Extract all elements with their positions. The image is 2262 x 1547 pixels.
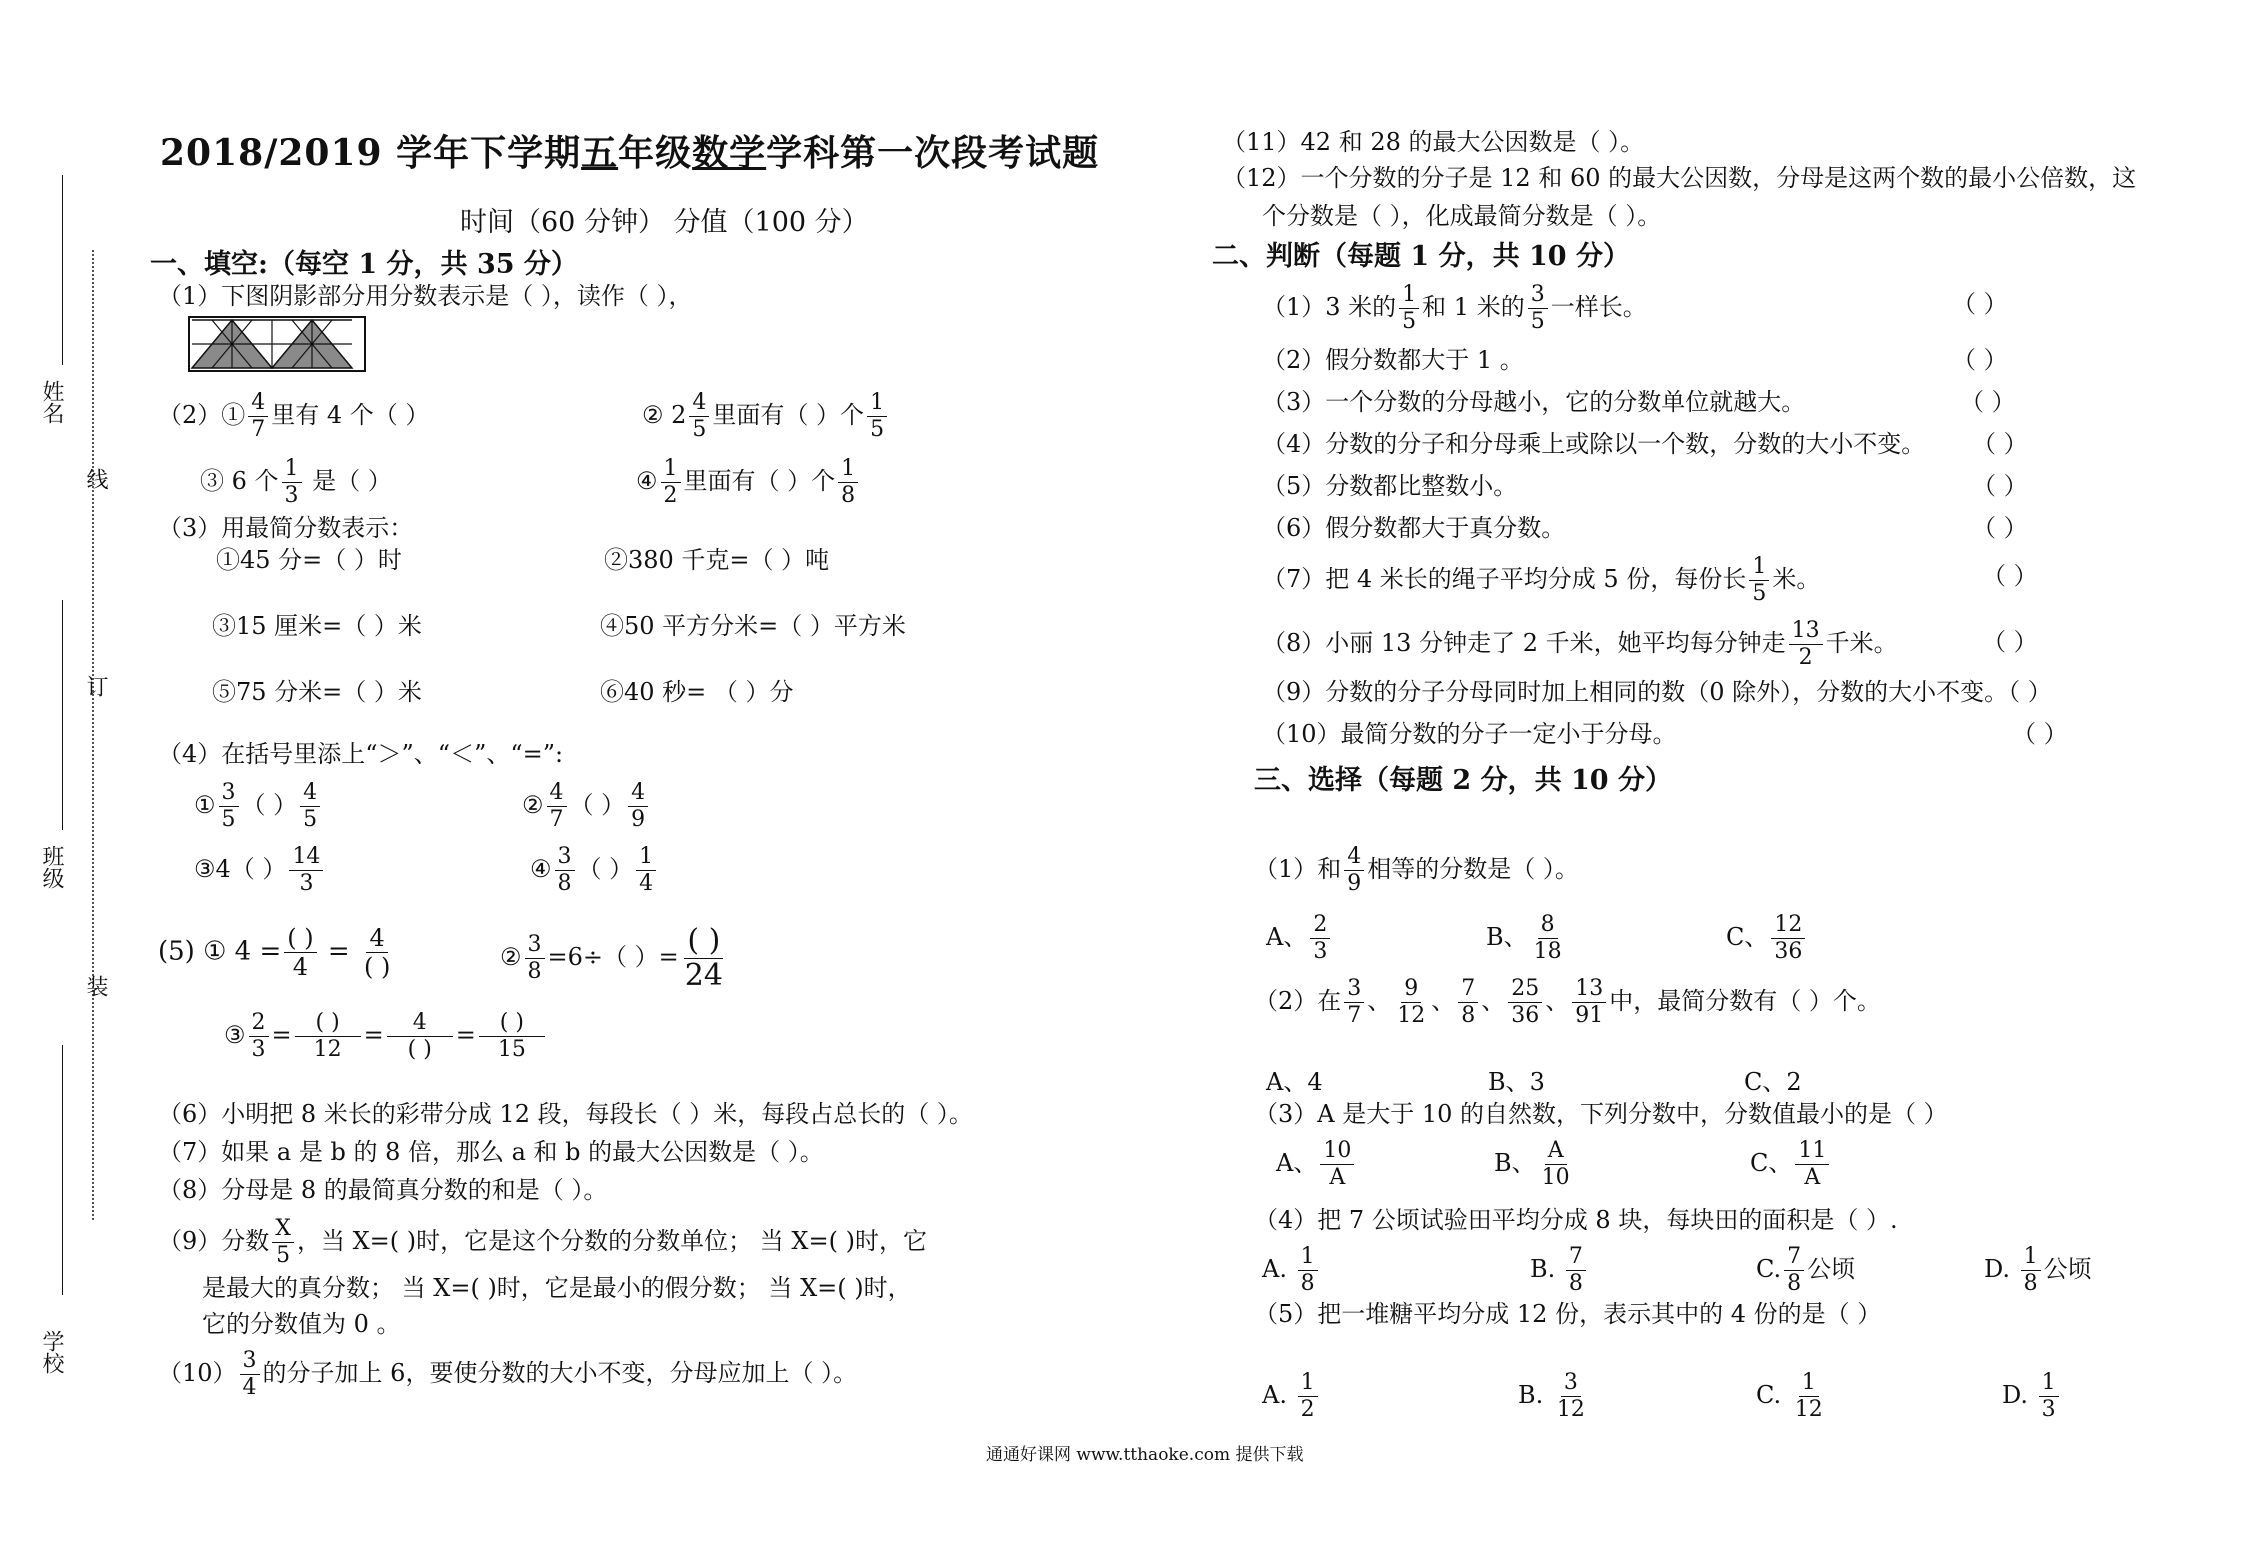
exam-title: 2018/2019 学年下学期五年级数学学科第一次段考试题	[160, 132, 1100, 174]
judge-3: （3）一个分数的分母越小，它的分数单位就越大。	[1262, 388, 1806, 416]
choice-2: （2）在 $\frac{3}{7}$ 、 $\frac{9}{12}$ 、 $\frac{7}{8}$ 、 $\frac{25}{36}$ 、 $\frac{13}{91}$ 中，最简分数有（ ）个。	[1254, 976, 1881, 1028]
footer-source: 通通好课网 www.tthaoke.com 提供下载	[986, 1445, 1304, 1465]
choice-1-a[interactable]: A、 $\frac{2}{3}$	[1266, 914, 1333, 963]
judge-1-bracket[interactable]: （ ）	[1952, 290, 2008, 318]
q2-a: （2）① $\frac{4}{7}$ 里有 4 个（ ）	[158, 390, 430, 442]
margin-line-label: 线	[83, 468, 108, 490]
margin-name-label: 姓名	[39, 380, 64, 424]
judge-2-bracket[interactable]: （ ）	[1952, 346, 2008, 374]
choice-3-a[interactable]: A、 $\frac{10}{A}$	[1276, 1140, 1357, 1189]
q12-line2: 个分数是（ ），化成最简分数是（ ）。	[1262, 202, 1662, 230]
q5-c: ③ $\frac{2}{3}$ = $\frac{( )}{12}$ = $\frac{4}{( )}$ = $\frac{( )}{15}$	[224, 1012, 548, 1061]
choice-5-a[interactable]: A. $\frac{1}{2}$	[1262, 1372, 1321, 1421]
q3-item2: ②380 千克=（ ）吨	[604, 546, 830, 574]
q5-b: ② $\frac{3}{8}$ =6÷（ ）= $\frac{( )}{24}$	[500, 923, 723, 993]
judge-8-bracket[interactable]: （ ）	[1982, 628, 2038, 656]
q11-text: （11）42 和 28 的最大公因数是（ ）。	[1222, 128, 1645, 156]
q9-line1: （9）分数 $\frac{X}{5}$ ，当 X=( )时，它是这个分数的分数单位； 当 X=( )时，它	[158, 1216, 927, 1268]
judge-4-bracket[interactable]: （ ）	[1972, 430, 2028, 458]
margin-line	[62, 1045, 63, 1295]
judge-5: （5）分数都比整数小。	[1262, 472, 1518, 500]
q4-d: ④ $\frac{3}{8}$ （ ） $\frac{1}{4}$	[530, 846, 659, 895]
choice-4-a[interactable]: A. $\frac{1}{8}$	[1262, 1246, 1321, 1295]
margin-line	[62, 175, 63, 365]
margin-dotted-line	[92, 250, 94, 1220]
q3-item1: ①45 分=（ ）时	[216, 546, 402, 574]
choice-1: （1）和 $\frac{4}{9}$ 相等的分数是（ ）。	[1254, 844, 1579, 896]
q9-line3: 它的分数值为 0 。	[202, 1310, 401, 1338]
choice-4: （4）把 7 公顷试验田平均分成 8 块，每块田的面积是（ ）.	[1254, 1206, 1898, 1234]
judge-7-bracket[interactable]: （ ）	[1982, 562, 2038, 590]
q8-text: （8）分母是 8 的最简真分数的和是（ ）。	[158, 1176, 608, 1204]
choice-2-a[interactable]: A、4	[1266, 1068, 1323, 1096]
q2-d: ④ $\frac{1}{2}$ 里面有（ ）个 $\frac{1}{8}$	[636, 458, 861, 507]
judge-6: （6）假分数都大于真分数。	[1262, 514, 1566, 542]
choice-4-d[interactable]: D. $\frac{1}{8}$ 公顷	[1984, 1244, 2092, 1296]
choice-1-b[interactable]: B、 $\frac{8}{18}$	[1486, 912, 1562, 964]
choice-4-b[interactable]: B. $\frac{7}{8}$	[1530, 1246, 1589, 1295]
margin-zhuang-label: 装	[83, 975, 108, 997]
q3-item4: ④50 平方分米=（ ）平方米	[600, 612, 906, 640]
judge-3-bracket[interactable]: （ ）	[1960, 388, 2016, 416]
judge-10-bracket[interactable]: （ ）	[2012, 720, 2068, 748]
choice-2-c[interactable]: C、2	[1744, 1068, 1802, 1096]
margin-ding-label: 订	[83, 675, 108, 697]
judge-5-bracket[interactable]: （ ）	[1972, 472, 2028, 500]
choice-3-b[interactable]: B、 $\frac{A}{10}$	[1494, 1138, 1570, 1190]
choice-5-c[interactable]: C. $\frac{1}{12}$	[1756, 1370, 1823, 1422]
q4-b: ② $\frac{4}{7}$ （ ） $\frac{4}{9}$	[522, 782, 651, 831]
q7-text: （7）如果 a 是 b 的 8 倍，那么 a 和 b 的最大公因数是（ ）。	[158, 1138, 824, 1166]
judge-2: （2）假分数都大于 1 。	[1262, 346, 1524, 374]
judge-9: （9）分数的分子分母同时加上相同的数（0 除外），分数的大小不变。（ ）	[1262, 678, 2052, 706]
choice-5: （5）把一堆糖平均分成 12 份，表示其中的 4 份的是（ ）	[1254, 1300, 1882, 1328]
q4-label: （4）在括号里添上“＞”、“＜”、“=”:	[158, 740, 564, 768]
q4-c: ③4（ ） $\frac{14}{3}$	[194, 846, 326, 895]
margin-school-label: 学校	[39, 1330, 64, 1374]
shaded-rectangle-diagram	[188, 316, 366, 372]
q3-item3: ③15 厘米=（ ）米	[212, 612, 422, 640]
choice-5-b[interactable]: B. $\frac{3}{12}$	[1518, 1370, 1585, 1422]
time-score-info: 时间（60 分钟） 分值（100 分）	[460, 207, 869, 238]
q10-text: （10） $\frac{3}{4}$ 的分子加上 6，要使分数的大小不变，分母应加上（ ）。	[158, 1348, 858, 1400]
choice-5-d[interactable]: D. $\frac{1}{3}$	[2002, 1372, 2062, 1421]
choice-4-c[interactable]: C. $\frac{7}{8}$ 公顷	[1756, 1244, 1856, 1296]
judge-7: （7）把 4 米长的绳子平均分成 5 份，每份长 $\frac{1}{5}$ 米。	[1262, 554, 1821, 606]
q9-line2: 是最大的真分数； 当 X=( )时，它是最小的假分数； 当 X=( )时，	[202, 1274, 912, 1302]
section2-heading: 二、判断（每题 1 分，共 10 分）	[1212, 241, 1630, 272]
choice-3: （3）A 是大于 10 的自然数，下列分数中，分数值最小的是（ ）	[1254, 1100, 1948, 1128]
section1-heading: 一、填空:（每空 1 分，共 35 分）	[150, 249, 578, 280]
q1-text: （1）下图阴影部分用分数表示是（ ），读作（ ），	[158, 282, 693, 310]
judge-8: （8）小丽 13 分钟走了 2 千米，她平均每分钟走 $\frac{13}{2}$ 千米。	[1262, 618, 1898, 670]
section3-heading: 三、选择（每题 2 分，共 10 分）	[1254, 765, 1672, 796]
q2-b: ② 2 $\frac{4}{5}$ 里面有（ ）个 $\frac{1}{5}$	[642, 392, 890, 441]
margin-line	[62, 600, 63, 830]
choice-2-b[interactable]: B、3	[1488, 1068, 1545, 1096]
judge-10: （10）最简分数的分子一定小于分母。	[1262, 720, 1677, 748]
q3-item6: ⑥40 秒= （ ）分	[600, 678, 794, 706]
q3-label: （3）用最简分数表示：	[158, 514, 414, 542]
q4-a: ① $\frac{3}{5}$ （ ） $\frac{4}{5}$	[194, 782, 323, 831]
choice-3-c[interactable]: C、 $\frac{11}{A}$	[1750, 1140, 1832, 1189]
q6-text: （6）小明把 8 米长的彩带分成 12 段，每段长（ ）米，每段占总长的（ ）。	[158, 1100, 973, 1128]
judge-6-bracket[interactable]: （ ）	[1972, 514, 2028, 542]
choice-1-c[interactable]: C、 $\frac{12}{36}$	[1726, 914, 1808, 963]
judge-1: （1）3 米的 $\frac{1}{5}$ 和 1 米的 $\frac{3}{5}$ 一样长。	[1262, 282, 1647, 334]
q12-line1: （12）一个分数的分子是 12 和 60 的最大公因数，分母是这两个数的最小公倍数，这	[1222, 164, 2137, 192]
margin-class-label: 班级	[39, 845, 64, 889]
q3-item5: ⑤75 分米=（ ）米	[212, 678, 422, 706]
judge-4: （4）分数的分子和分母乘上或除以一个数，分数的大小不变。	[1262, 430, 1926, 458]
q2-c: ③ 6 个 $\frac{1}{3}$ 是（ ）	[200, 456, 392, 508]
q5-a: (5) ① 4 = $\frac{( )}{4}$ = $\frac{4}{( )}$	[158, 924, 391, 981]
